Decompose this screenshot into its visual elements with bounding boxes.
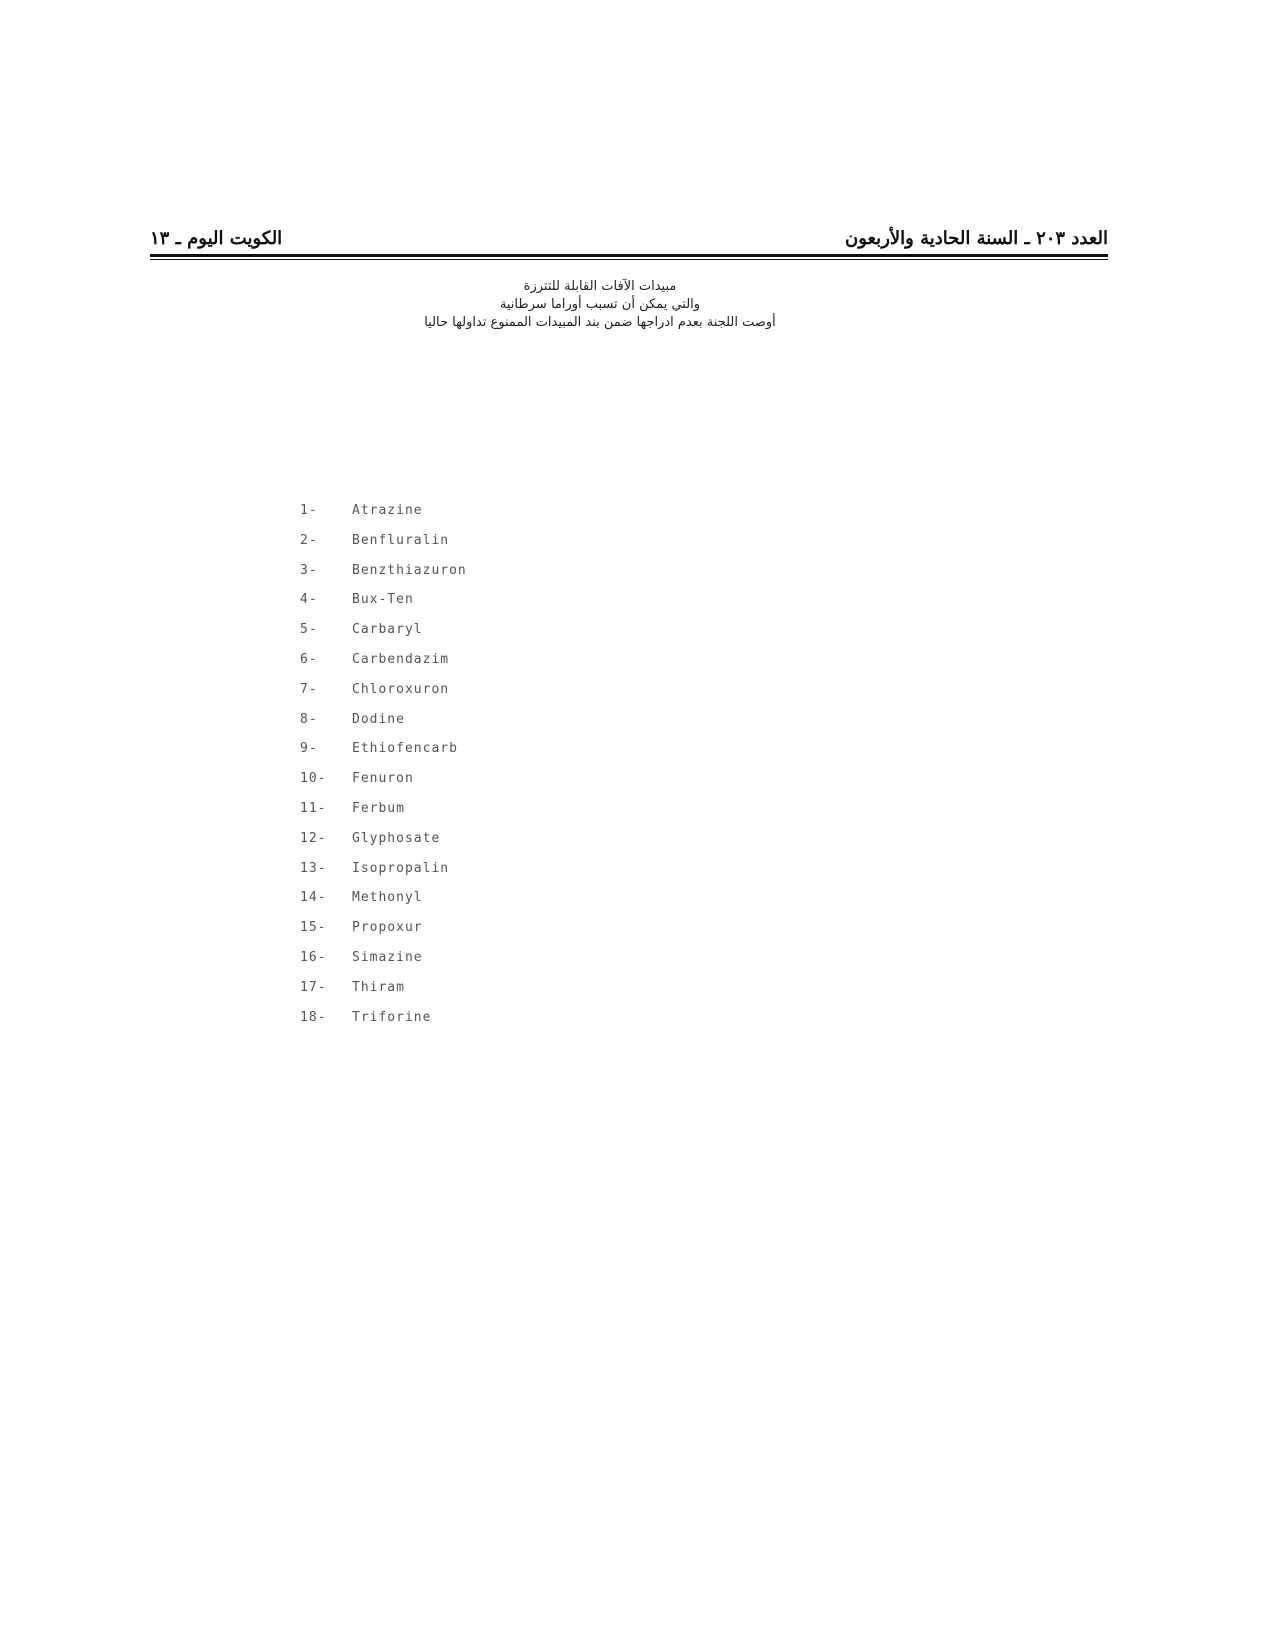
item-number: 6- [300, 651, 318, 667]
item-name: Triforine [352, 1009, 432, 1025]
item-name: Bux-Ten [352, 592, 414, 608]
item-number: 14- [300, 890, 327, 906]
item-name: Atrazine [352, 503, 423, 518]
item-name: Chloroxuron [352, 681, 450, 697]
item-name: Propoxur [352, 920, 423, 936]
item-name: Glyphosate [352, 830, 441, 846]
item-number: 16- [300, 949, 327, 965]
item-number: 17- [300, 979, 327, 995]
item-number: 8- [300, 711, 318, 727]
item-name: Dodine [352, 711, 405, 727]
list-item [300, 622, 700, 652]
title-line-2: والتي يمكن أن تسبب أوراما سرطانية [499, 297, 701, 312]
list-item [300, 980, 700, 1010]
list-item [300, 950, 700, 980]
item-name: Isopropalin [352, 860, 450, 876]
item-name: Carbaryl [352, 622, 423, 638]
list-item [300, 533, 700, 563]
list-item [300, 831, 700, 861]
item-name: Fenuron [352, 771, 414, 787]
item-name: Benzthiazuron [352, 562, 467, 578]
item-number: 12- [300, 830, 327, 846]
item-number: 10- [300, 771, 327, 787]
list-item [300, 801, 700, 831]
document-title [380, 278, 820, 332]
item-number: 11- [300, 800, 327, 816]
item-number: 2- [300, 532, 318, 548]
pesticide-list [300, 503, 700, 1039]
list-item [300, 741, 700, 771]
item-number: 18- [300, 1009, 327, 1025]
item-name: Thiram [352, 979, 405, 995]
list-item [300, 682, 700, 712]
header-rule-thick [150, 254, 1108, 257]
title-line-1: مبيدات الآفات القابلة للتترزة [523, 279, 677, 294]
item-number: 5- [300, 622, 318, 638]
item-name: Ethiofencarb [352, 741, 458, 757]
page-number-label: الكويت اليوم ـ ١٣ [150, 228, 283, 249]
item-number: 4- [300, 592, 318, 608]
title-line-3: أوصت اللجنة بعدم ادراجها ضمن بند المبيدات الممنوع تداولها حاليا [424, 315, 776, 330]
list-item [300, 861, 700, 891]
item-number: 7- [300, 681, 318, 697]
item-number: 13- [300, 860, 327, 876]
item-number: 15- [300, 920, 327, 936]
item-name: Methonyl [352, 890, 423, 906]
header-rule-thin [150, 259, 1108, 260]
list-item [300, 503, 700, 533]
list-item [300, 771, 700, 801]
issue-label: العدد ٢٠٣ ـ السنة الحادية والأربعون [844, 228, 1108, 249]
item-name: Ferbum [352, 800, 405, 816]
list-item [300, 563, 700, 593]
list-item [300, 592, 700, 622]
item-name: Simazine [352, 949, 423, 965]
list-item [300, 920, 700, 950]
list-item [300, 712, 700, 742]
list-item [300, 652, 700, 682]
list-item [300, 890, 700, 920]
item-number: 1- [300, 503, 318, 518]
item-name: Benfluralin [352, 532, 450, 548]
item-number: 3- [300, 562, 318, 578]
item-number: 9- [300, 741, 318, 757]
list-item [300, 1010, 700, 1040]
item-name: Carbendazim [352, 651, 450, 667]
